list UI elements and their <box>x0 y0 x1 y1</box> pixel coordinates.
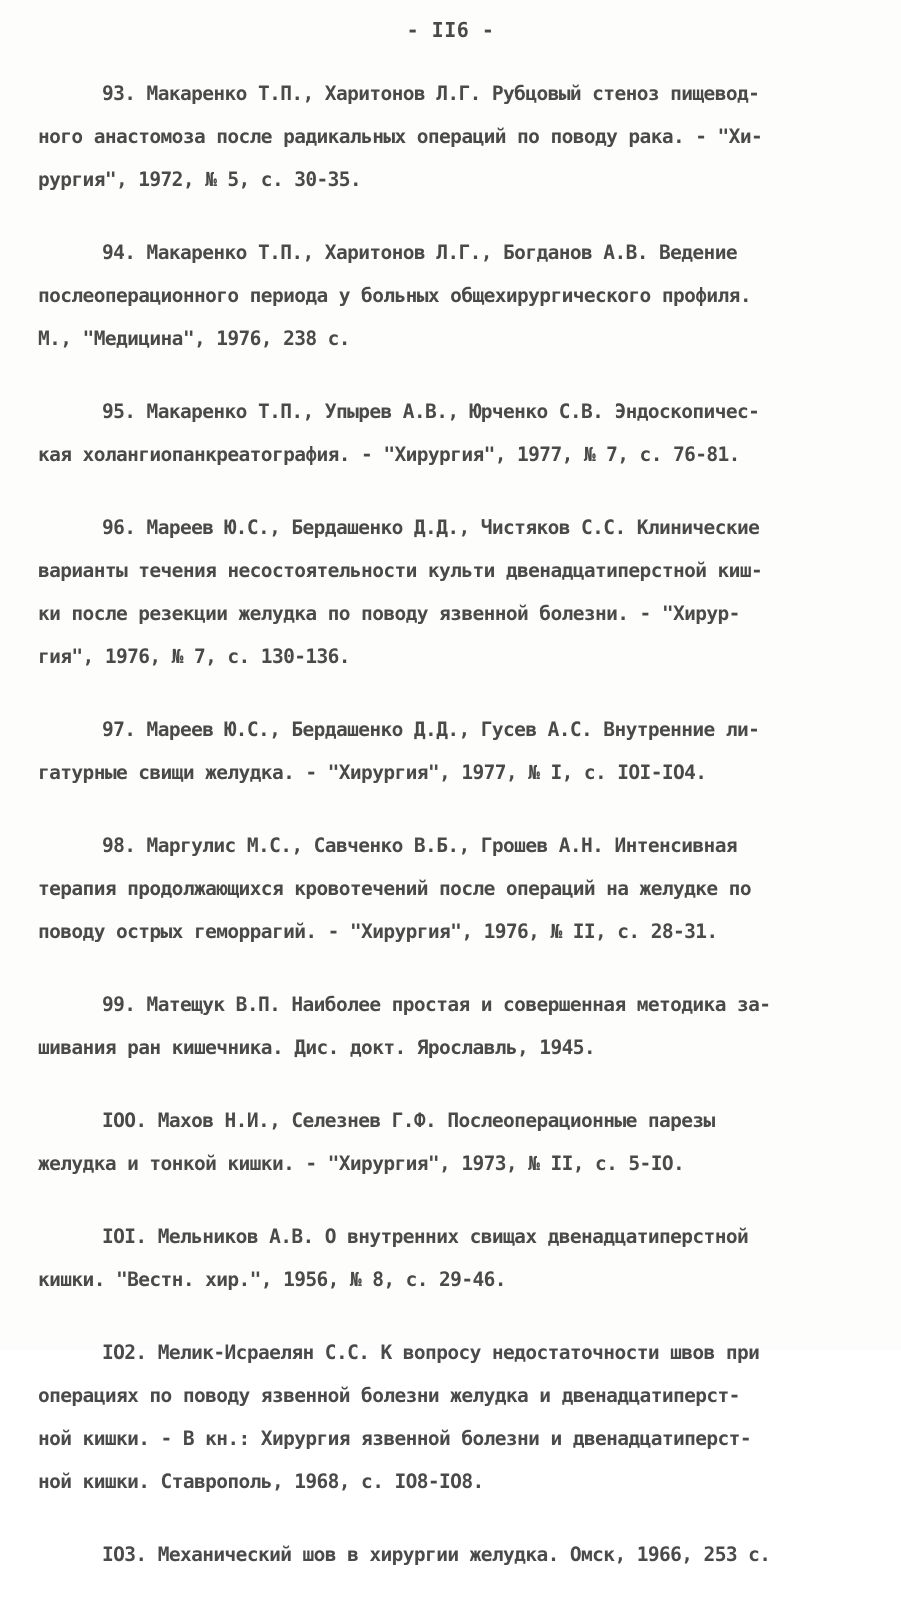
entry-line: ной кишки. - В кн.: Хирургия язвенной болезни и двенадцатиперст- <box>38 1427 751 1450</box>
entry-line: М., "Медицина", 1976, 238 с. <box>38 327 350 350</box>
entry-line: гия", 1976, № 7, с. 130-136. <box>38 645 350 668</box>
bibliography-entry <box>38 231 864 360</box>
entry-line: варианты течения несостоятельности культи двенадцатиперстной киш- <box>38 559 763 582</box>
entry-line: ного анастомоза после радикальных операций по поводу рака. - "Хи- <box>38 125 763 148</box>
entry-line: 93. Макаренко Т.П., Харитонов Л.Г. Рубцовый стеноз пищевод- <box>102 82 760 105</box>
bibliography-entry <box>38 1215 864 1301</box>
entry-line: 94. Макаренко Т.П., Харитонов Л.Г., Богданов А.В. Ведение <box>102 241 737 264</box>
entry-line: IO2. Мелик-Исраелян С.С. К вопросу недостаточности швов при <box>102 1341 760 1364</box>
bibliography-entry <box>38 1331 864 1503</box>
entry-line: кишки. "Вестн. хир.", 1956, № 8, с. 29-46. <box>38 1268 506 1291</box>
entry-line: IOO. Махов Н.И., Селезнев Г.Ф. Послеоперационные парезы <box>102 1109 715 1132</box>
entry-line: кая холангиопанкреатография. - "Хирургия", 1977, № 7, с. 76-81. <box>38 443 740 466</box>
entry-line: операциях по поводу язвенной болезни желудка и двенадцатиперст- <box>38 1384 740 1407</box>
bibliography-entry <box>38 506 864 678</box>
entry-line: IOI. Мельников А.В. О внутренних свищах двенадцатиперстной <box>102 1225 749 1248</box>
bibliography-entry <box>38 824 864 953</box>
bibliography-entry <box>38 1533 864 1576</box>
entry-line: терапия продолжающихся кровотечений после операций на желудке по <box>38 877 751 900</box>
entry-line: шивания ран кишечника. Дис. докт. Ярославль, 1945. <box>38 1036 595 1059</box>
bibliography-entry <box>38 983 864 1069</box>
bibliography-entry <box>38 72 864 201</box>
entry-line: послеоперационного периода у больных общехирургического профиля. <box>38 284 751 307</box>
entry-line: желудка и тонкой кишки. - "Хирургия", 1973, № II, с. 5-IO. <box>38 1152 685 1175</box>
entry-line: гатурные свищи желудка. - "Хирургия", 1977, № I, с. IOI-IO4. <box>38 761 707 784</box>
entry-line: 99. Матещук В.П. Наиболее простая и совершенная методика за- <box>102 993 771 1016</box>
page-number: - II6 - <box>406 18 495 42</box>
entry-line: 97. Мареев Ю.С., Бердашенко Д.Д., Гусев А.С. Внутренние ли- <box>102 718 760 741</box>
entry-line: поводу острых геморрагий. - "Хирургия", 1976, № II, с. 28-31. <box>38 920 718 943</box>
entry-line: 95. Макаренко Т.П., Упырев А.В., Юрченко С.В. Эндоскопичес- <box>102 400 760 423</box>
entry-line: IO3. Механический шов в хирургии желудка. Омск, 1966, 253 с. <box>102 1543 771 1566</box>
entry-line: 98. Маргулис М.С., Савченко В.Б., Грошев А.Н. Интенсивная <box>102 834 737 857</box>
bibliography-entry <box>38 708 864 794</box>
bibliography-entry <box>38 390 864 476</box>
entry-line: 96. Мареев Ю.С., Бердашенко Д.Д., Чистяков С.С. Клинические <box>102 516 760 539</box>
bibliography-list <box>38 72 864 1606</box>
entry-line: ной кишки. Ставрополь, 1968, с. IO8-IO8. <box>38 1470 484 1493</box>
entry-line: рургия", 1972, № 5, с. 30-35. <box>38 168 362 191</box>
bibliography-entry <box>38 1099 864 1185</box>
entry-line: ки после резекции желудка по поводу язвенной болезни. - "Хирур- <box>38 602 740 625</box>
